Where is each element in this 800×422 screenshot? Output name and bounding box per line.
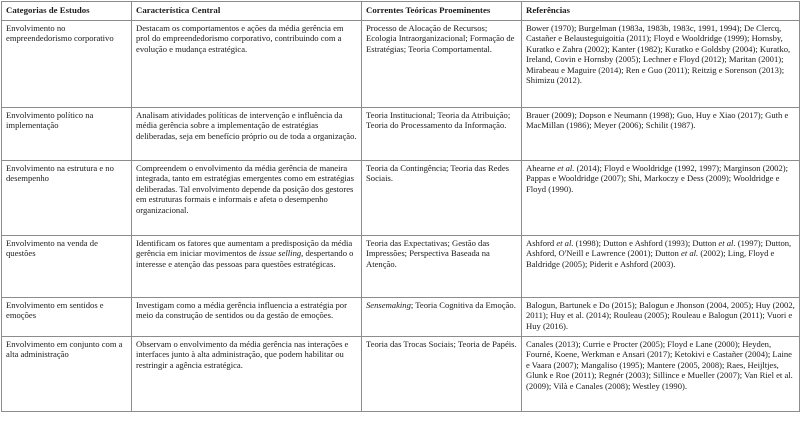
category-cell: Envolvimento na estrutura e no desempenho [2, 161, 132, 236]
references-cell [522, 161, 800, 236]
table-row [2, 298, 800, 337]
category-cell: Envolvimento político na implementação [2, 108, 132, 161]
feature-cell: Observam o envolvimento da média gerência nas interações e interfaces junto à alta administração, que podem habilitar ou restringir a agência estratégica. [132, 337, 362, 412]
theories-cell: Teoria Institucional; Teoria da Atribuição; Teoria do Processamento da Informação. [362, 108, 522, 161]
feature-text: Identificam os fatores que aumentam a predisposição da média gerência em iniciar movimentos de [136, 238, 353, 259]
theories-cell: Teoria da Contingência; Teoria das Redes Sociais. [362, 161, 522, 236]
references-cell [522, 236, 800, 298]
ref-text: Ahearne [526, 163, 558, 173]
ref-italic-text: et al. [556, 238, 574, 248]
table-row [2, 236, 800, 298]
table-row [2, 21, 800, 108]
feature-cell: Analisam atividades políticas de intervenção e influência da média gerência sobre a implementação de estratégias deliberadas, seja em benefício próprio ou de toda a organização. [132, 108, 362, 161]
theory-text: ; Teoria Cognitiva da Emoção. [410, 300, 516, 310]
ref-text: Ashford [526, 238, 557, 248]
ref-italic-text: et al. [557, 163, 575, 173]
ref-italic-text: et al. [681, 248, 699, 259]
table-row [2, 108, 800, 161]
ref-text: (2014); Floyd e Wooldridge (1992, 1997); Marginson (2002); Pappas e Wooldridge (2007); Shi, Markoczy e Dess (2009); Wooldridge e Floyd (1990). [526, 163, 789, 194]
category-cell: Envolvimento no empreendedorismo corporativo [2, 21, 132, 108]
feature-cell: Investigam como a média gerência influencia a estratégia por meio da construção de sentidos ou da gestão de emoções. [132, 298, 362, 337]
header-categorias: Categorias de Estudos [2, 2, 132, 21]
category-cell: Envolvimento em sentidos e emoções [2, 298, 132, 337]
theories-cell: Processo de Alocação de Recursos; Ecologia Intraorganizacional; Formação de Estratégias; Teoria Comportamental. [362, 21, 522, 108]
theories-cell [362, 298, 522, 337]
feature-italic-text: issue selling [258, 248, 302, 259]
theories-cell: Teoria das Expectativas; Gestão das Impressões; Perspectiva Baseada na Atenção. [362, 236, 522, 298]
references-cell: Brauer (2009); Dopson e Neumann (1998); Guo, Huy e Xiao (2017); Guth e MacMillan (1986); Meyer (2006); Schilit (1987). [522, 108, 800, 161]
ref-text: (1998); Dutton e Ashford (1993); Dutton [573, 238, 719, 248]
references-cell: Balogun, Bartunek e Do (2015); Balogun e Jhonson (2004, 2005); Huy (2002, 2011); Huy et al. (2014); Rouleau (2005); Rouleau e Balogun (2011); Vuori e Huy (2016). [522, 298, 800, 337]
category-cell: Envolvimento em conjunto com a alta administração [2, 337, 132, 412]
ref-italic-text: et al. [718, 238, 736, 248]
references-cell: Canales (2013); Currie e Procter (2005); Floyd e Lane (2000); Heyden, Fourné, Koene, Werkman e Ansari (2017); Ketokivi e Castañer (2004); Laine e Vaara (2007); Mangaliso (1995); Mantere (2005, 2008); Raes, Heijltjes, Glunk e Roe (2011); Regnér (2003); Sillince e Mueller (2007); Van Riel et al. (2009); Vilà e Canales (2008); Westley (1990). [522, 337, 800, 412]
theory-italic-text: Sensemaking [366, 300, 411, 310]
header-correntes: Correntes Teóricas Proeminentes [362, 2, 522, 21]
table-row [2, 337, 800, 412]
table-container [1, 1, 799, 420]
feature-text: , despertando o interesse e atenção das pessoas para questões estratégicas. [136, 248, 354, 269]
header-row [2, 2, 800, 21]
ref-text: (2002); Ling, Floyd e Baldridge (2005); Piderit e Ashford (2003). [526, 248, 775, 269]
table-row [2, 161, 800, 236]
feature-cell: Destacam os comportamentos e ações da média gerência em prol do empreendedorismo corporativo, contribuindo com a evolução e mudança estratégica. [132, 21, 362, 108]
studies-table [1, 1, 800, 412]
category-cell: Envolvimento na venda de questões [2, 236, 132, 298]
header-caracteristica: Característica Central [132, 2, 362, 21]
feature-cell: Compreendem o envolvimento da média gerência de maneira integrada, tanto em estratégias emergentes como em estratégias deliberadas. Tal envolvimento depende da posição dos gestores em estruturas formais e informais e afeta o desempenho organizacional. [132, 161, 362, 236]
theories-cell: Teoria das Trocas Sociais; Teoria de Papéis. [362, 337, 522, 412]
references-cell: Bower (1970); Burgelman (1983a, 1983b, 1983c, 1991, 1994); De Clercq, Castañer e Belausteguigoitia (2011); Floyd e Wooldridge (1999); Hornsby, Kuratko e Zahra (2002); Kanter (1982); Kuratko e Goldsby (2004); Kuratko, Ireland, Covin e Hornsby (2005); Lechner e Floyd (2012); Maritan (2001); Mirabeau e Maguire (2014); Ren e Guo (2011); Reitzig e Sorenson (2013); Shimizu (2012). [522, 21, 800, 108]
ref-text: (1997); Dutton, Ashford, O'Neill e Lawrence (2001); Dutton [526, 238, 792, 259]
feature-cell [132, 236, 362, 298]
header-referencias: Referências [522, 2, 800, 21]
